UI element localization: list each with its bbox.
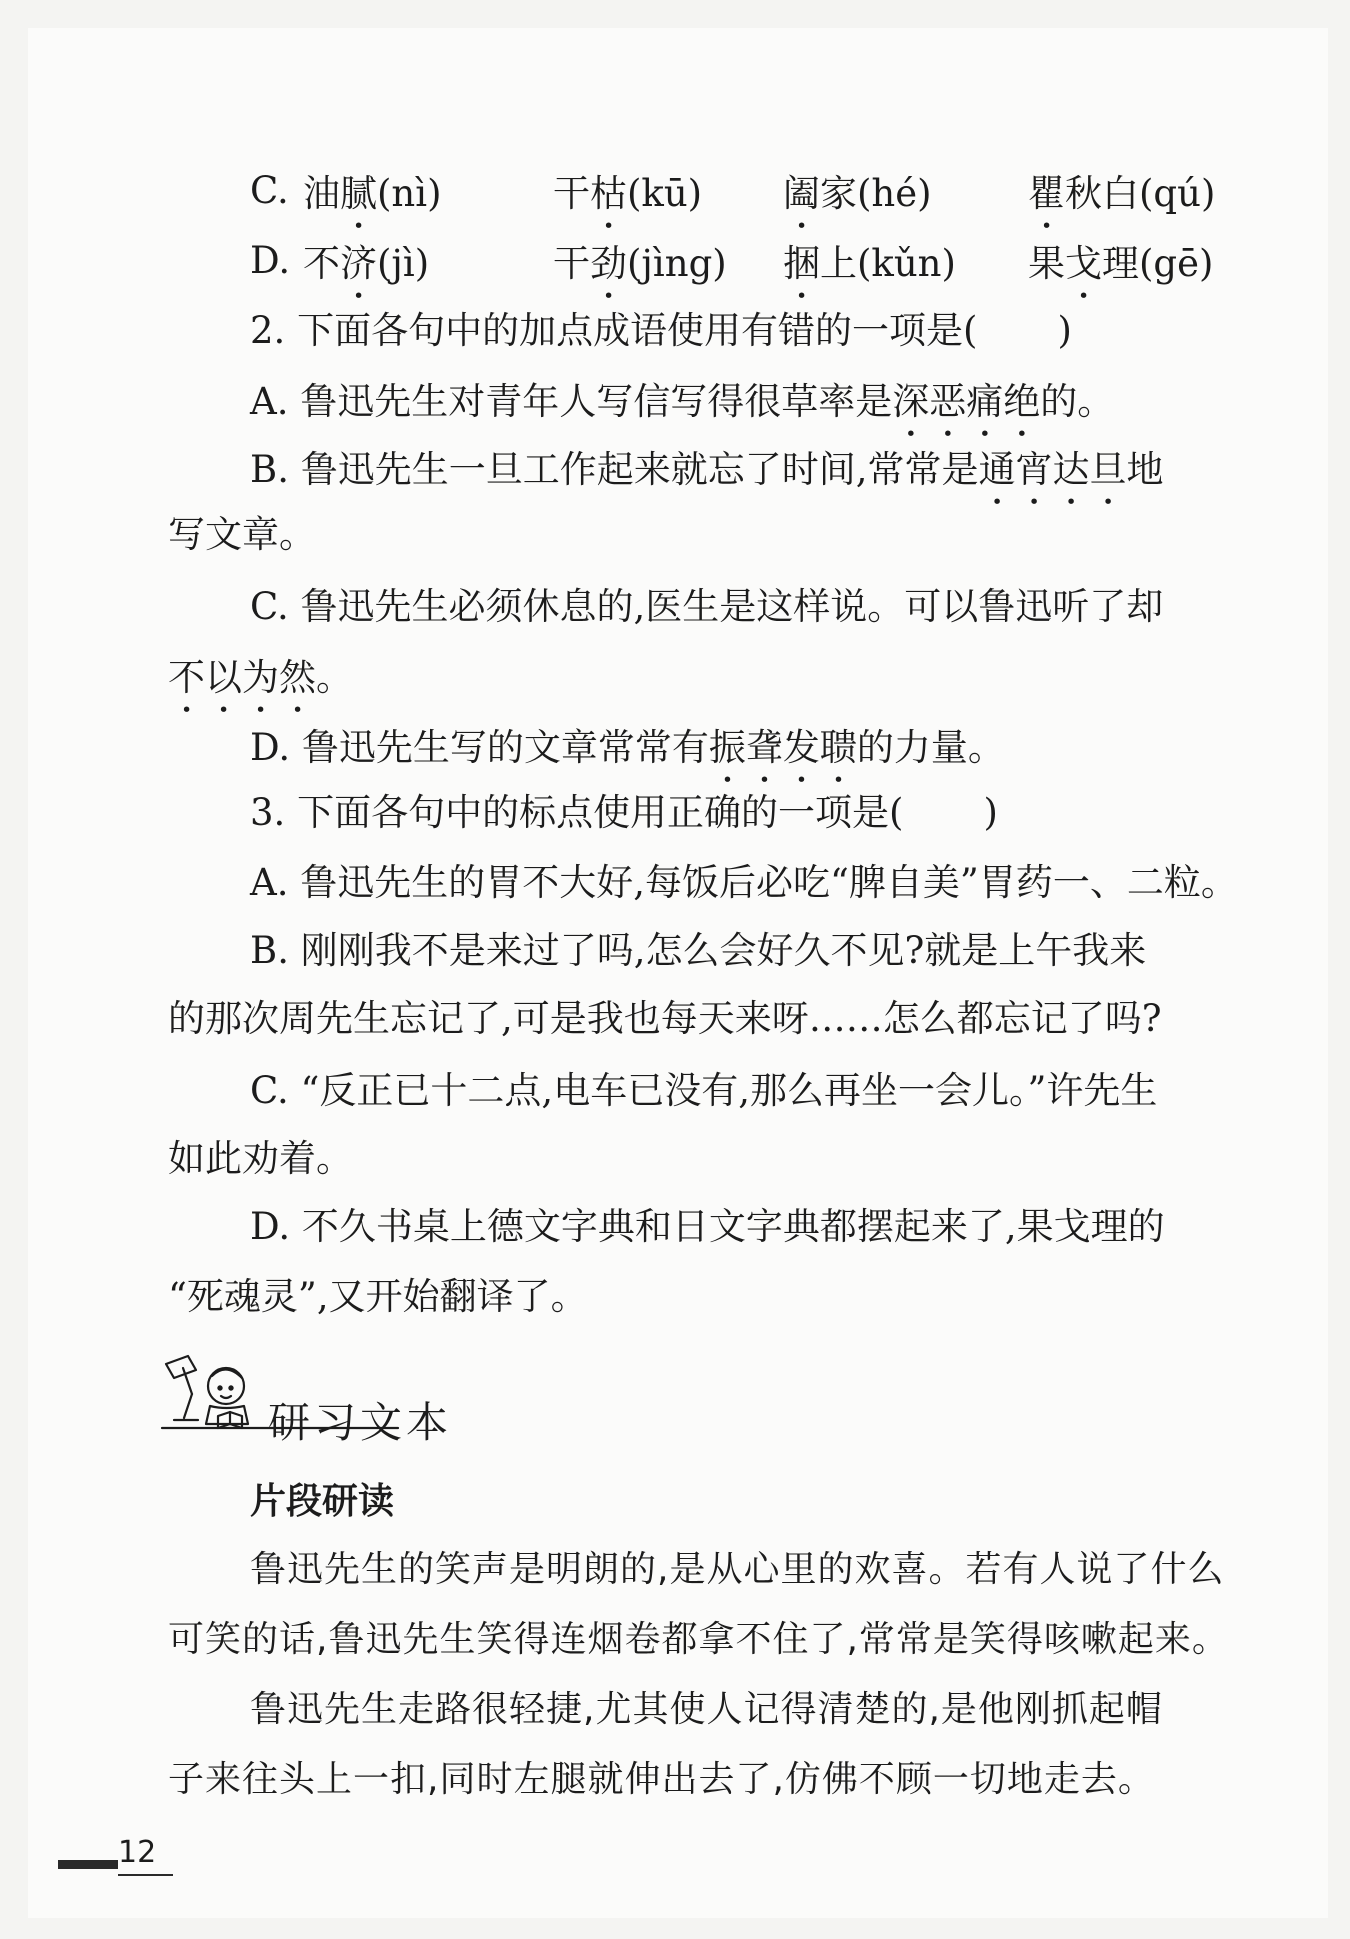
q2-option-b: B. 鲁迅先生一旦工作起来就忘了时间,常常是通宵达旦地 (250, 448, 1164, 491)
q2-option-c: C. 鲁迅先生必须休息的,医生是这样说。可以鲁迅听了却 (250, 585, 1164, 628)
q1-option-c-letter: C. (250, 169, 289, 212)
q3-option-c: C. “反正已十二点,电车已没有,那么再坐一会儿。”许先生 (250, 1069, 1158, 1112)
passage-p2-line2: 子来往头上一扣,同时左腿就伸出去了,仿佛不顾一切地走去。 (168, 1759, 1155, 1800)
q3-stem: 3. 下面各句中的标点使用正确的一项是( ) (250, 791, 998, 834)
page-sheet (28, 28, 1328, 1918)
page-number-bar (58, 1860, 118, 1869)
q1-option-c-word-3: 阖家(hé) (783, 172, 932, 215)
q3-option-b: B. 刚刚我不是来过了吗,怎么会好久不见?就是上午我来 (250, 929, 1147, 972)
page-number: 12 (118, 1835, 157, 1870)
q1-option-c-word-2: 干枯(kū) (553, 172, 703, 215)
section-subtitle: 片段研读 (250, 1481, 395, 1522)
q3-option-b-cont: 的那次周先生忘记了,可是我也每天来呀……怎么都忘记了吗? (168, 997, 1162, 1040)
q3-option-d-cont: “死魂灵”,又开始翻译了。 (168, 1275, 588, 1318)
q2-option-d: D. 鲁迅先生写的文章常常有振聋发聩的力量。 (250, 726, 1005, 769)
q3-option-c-cont: 如此劝着。 (168, 1137, 353, 1180)
page-number-rule (118, 1874, 173, 1876)
q1-option-d-word-4: 果戈理(gē) (1028, 242, 1214, 285)
q2-option-c-cont: 不以为然。 (168, 656, 353, 699)
q2-stem: 2. 下面各句中的加点成语使用有错的一项是( ) (250, 309, 1072, 352)
q1-option-d-letter: D. (250, 239, 291, 282)
q1-option-c-word-4: 瞿秋白(qú) (1028, 172, 1216, 215)
q3-option-a: A. 鲁迅先生的胃不大好,每饭后必吃“脾自美”胃药一、二粒。 (250, 861, 1238, 904)
q1-option-d-word-2: 干劲(jìng) (553, 242, 727, 285)
passage-p1-line2: 可笑的话,鲁迅先生笑得连烟卷都拿不住了,常常是笑得咳嗽起来。 (168, 1619, 1229, 1660)
section-title: 研习文本 (268, 1398, 453, 1447)
q3-option-d: D. 不久书桌上德文字典和日文字典都摆起来了,果戈理的 (250, 1205, 1165, 1248)
q1-option-d-word-1: 不济(jì) (303, 242, 430, 285)
q2-option-b-cont: 写文章。 (168, 513, 316, 556)
passage-p2-line1: 鲁迅先生走路很轻捷,尤其使人记得清楚的,是他刚抓起帽 (250, 1689, 1163, 1730)
passage-p1-line1: 鲁迅先生的笑声是明朗的,是从心里的欢喜。若有人说了什么 (250, 1549, 1225, 1590)
q2-option-a: A. 鲁迅先生对青年人写信写得很草率是深恶痛绝的。 (250, 380, 1115, 423)
q1-option-c-word-1: 油腻(nì) (303, 172, 442, 215)
q1-option-d-word-3: 捆上(kǔn) (783, 242, 956, 285)
